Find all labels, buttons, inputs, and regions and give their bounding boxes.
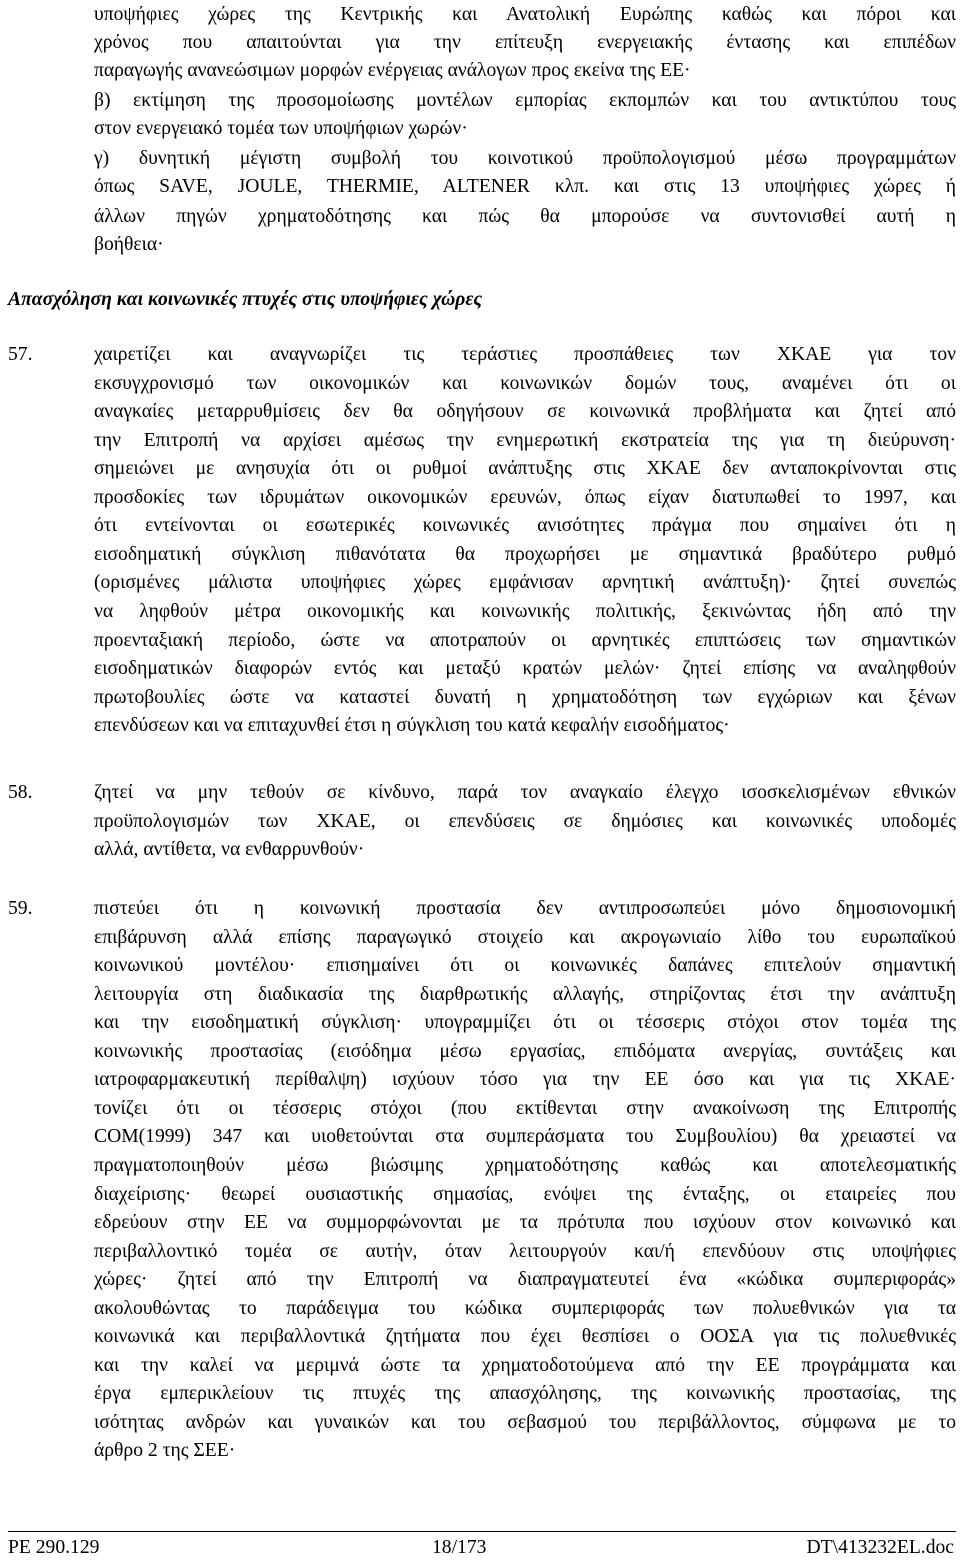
paragraph-number: 59. (8, 898, 33, 919)
paragraph-line: χαιρετίζει και αναγνωρίζει τις τεράστιες προσπάθειες των ΧΚΑΕ για τον (94, 344, 956, 365)
paragraph-line: εκσυγχρονισμό των οικονομικών και κοινωνικών δομών τους, αναμένει ότι οι (94, 373, 956, 394)
paragraph-line: ζητεί να μην τεθούν σε κίνδυνο, παρά τον αναγκαίο έλεγχο ισοσκελισμένων εθνικών (94, 782, 956, 803)
paragraph-line: ότι εντείνονται οι εσωτερικές κοινωνικές ανισότητες πράγμα που σημαίνει ότι η (94, 515, 956, 536)
paragraph-line: να ληφθούν μέτρα οικονομικής και κοινωνικής πολιτικής, ξεκινώντας ήδη από την (94, 601, 956, 622)
footer-filename: DT\413232EL.doc (806, 1537, 954, 1558)
paragraph-line: επιβάρυνση αλλά επίσης παραγωγικό στοιχείο και ακρογωνιαίο λίθο του ευρωπαϊκού (94, 927, 956, 948)
footer-reference: PE 290.129 (8, 1537, 100, 1558)
paragraph-line: κοινωνικού μοντέλου· επισημαίνει ότι οι κοινωνικές δαπάνες επιτελούν σημαντική (94, 955, 956, 976)
paragraph-line: ιατροφαρμακευτική περίθαλψη) ισχύουν τόσο για την ΕΕ όσο και για τις ΧΚΑΕ· (94, 1069, 956, 1090)
paragraph-line: και την εισοδηματική σύγκλιση· υπογραμμίζει ότι οι τέσσερις στόχοι στον τομέα της (94, 1012, 956, 1033)
paragraph-number: 58. (8, 782, 33, 803)
paragraph-line: προϋπολογισμών των ΧΚΑΕ, οι επενδύσεις σε δημόσιες και κοινωνικές υποδομές (94, 811, 956, 832)
intro-line: χρόνος που απαιτούνται για την επίτευξη ενεργειακής έντασης και επιπέδων (94, 32, 956, 53)
paragraph-number: 57. (8, 344, 33, 365)
intro-line: γ) δυνητική μέγιστη συμβολή του κοινοτικού προϋπολογισμού μέσω προγραμμάτων (94, 148, 956, 169)
paragraph-line: αλλά, αντίθετα, να ενθαρρυνθούν· (94, 839, 365, 860)
footer-page-number: 18/173 (432, 1537, 487, 1558)
paragraph-line: κοινωνικά και περιβαλλοντικά ζητήματα που έχει θεσπίσει ο ΟΟΣΑ για τις πολυεθνικές (94, 1326, 956, 1347)
paragraph-line: περιβαλλοντικό τομέα σε αυτήν, όταν λειτουργούν και/ή επενδύουν στις υποψήφιες (94, 1241, 956, 1262)
section-heading: Απασχόληση και κοινωνικές πτυχές στις υποψήφιες χώρες (8, 289, 483, 310)
paragraph-line: διαχείρισης· θεωρεί ουσιαστικής σημασίας, ενόψει της ένταξης, οι εταιρείες που (94, 1184, 956, 1205)
paragraph-line: την Επιτροπή να αρχίσει αμέσως την ενημερωτική εκστρατεία της για τη διεύρυνση· (94, 430, 956, 451)
paragraph-line: έργα εμπερικλείουν τις πτυχές της απασχόλησης, της κοινωνικής προστασίας, της (94, 1383, 956, 1404)
paragraph-line: χώρες· ζητεί από την Επιτροπή να διαπραγματευτεί ένα «κώδικα συμπεριφοράς» (94, 1269, 956, 1290)
paragraph-line: πρωτοβουλίες ώστε να καταστεί δυνατή η χρηματοδότηση των εγχώριων και ξένων (94, 687, 956, 708)
paragraph-line: πιστεύει ότι η κοινωνική προστασία δεν αντιπροσωπεύει μόνο δημοσιονομική (94, 898, 956, 919)
paragraph-line: σημειώνει με ανησυχία ότι οι ρυθμοί ανάπτυξης στις ΧΚΑΕ δεν ανταποκρίνονται στις (94, 458, 956, 479)
paragraph-line: άρθρο 2 της ΣΕΕ· (94, 1440, 236, 1461)
paragraph-line: αναγκαίες μεταρρυθμίσεις δεν θα οδηγήσουν σε κοινωνικά προβλήματα και ζητεί από (94, 401, 956, 422)
paragraph-line: προσδοκίες των ιδρυμάτων οικονομικών ερευνών, όπως είχαν διατυπωθεί το 1997, και (94, 487, 956, 508)
paragraph-line: COM(1999) 347 και υιοθετούνται στα συμπεράσματα του Συμβουλίου) θα χρειαστεί να (94, 1126, 956, 1147)
paragraph-line: κοινωνικής προστασίας (εισόδημα μέσω εργασίας, επιδόματα ανεργίας, συντάξεις και (94, 1041, 956, 1062)
paragraph-line: προενταξιακή περίοδο, ώστε να αποτραπούν οι αρνητικές επιπτώσεις των σημαντικών (94, 630, 956, 651)
paragraph-line: πραγματοποιηθούν μέσω βιώσιμης χρηματοδότησης καθώς και αποτελεσματικής (94, 1155, 956, 1176)
intro-line: όπως SAVE, JOULE, THERMIE, ALTENER κλπ. και στις 13 υποψήφιες χώρες ή (94, 176, 956, 197)
paragraph-line: εισοδηματικών διαφορών εντός και μεταξύ κρατών μελών· ζητεί επίσης να αναληφθούν (94, 658, 956, 679)
paragraph-line: εδρεύουν στην ΕΕ να συμμορφώνονται με τα πρότυπα που ισχύουν στον κοινωνικό και (94, 1212, 956, 1233)
footer-rule (8, 1531, 956, 1532)
intro-line: υποψήφιες χώρες της Κεντρικής και Ανατολική Ευρώπης καθώς και πόροι και (94, 4, 956, 25)
paragraph-line: τονίζει ότι οι τέσσερις στόχοι (που εκτίθενται στην ανακοίνωση της Επιτροπής (94, 1098, 956, 1119)
paragraph-line: επενδύσεων και να επιταχυνθεί έτσι η σύγκλιση του κατά κεφαλήν εισοδήματος· (94, 715, 730, 736)
paragraph-line: εισοδηματική σύγκλιση πιθανότατα θα προχωρήσει με σημαντικά βραδύτερο ρυθμό (94, 544, 956, 565)
paragraph-line: (ορισμένες μάλιστα υποψήφιες χώρες εμφάνισαν αρνητική ανάπτυξη)· ζητεί συνεπώς (94, 572, 956, 593)
intro-line: άλλων πηγών χρηματοδότησης και πώς θα μπορούσε να συντονισθεί αυτή η (94, 206, 956, 227)
intro-line: στον ενεργειακό τομέα των υποψήφιων χωρών· (94, 118, 468, 139)
paragraph-line: και την καλεί να μεριμνά ώστε τα χρηματοδοτούμενα από την ΕΕ προγράμματα και (94, 1355, 956, 1376)
paragraph-line: ακολουθώντας το παράδειγμα του κώδικα συμπεριφοράς των πολυεθνικών για τα (94, 1298, 956, 1319)
intro-line: βοήθεια· (94, 234, 164, 255)
intro-line: β) εκτίμηση της προσομοίωσης μοντέλων εμπορίας εκπομπών και του αντικτύπου τους (94, 90, 956, 111)
intro-line: παραγωγής ανανεώσιμων μορφών ενέργειας ανάλογων προς εκείνα της ΕΕ· (94, 60, 691, 81)
paragraph-line: λειτουργία στη διαδικασία της διαρθρωτικής αλλαγής, στηρίζοντας έτσι την ανάπτυξη (94, 984, 956, 1005)
paragraph-line: ισότητας ανδρών και γυναικών και του σεβασμού του περιβάλλοντος, σύμφωνα με το (94, 1412, 956, 1433)
